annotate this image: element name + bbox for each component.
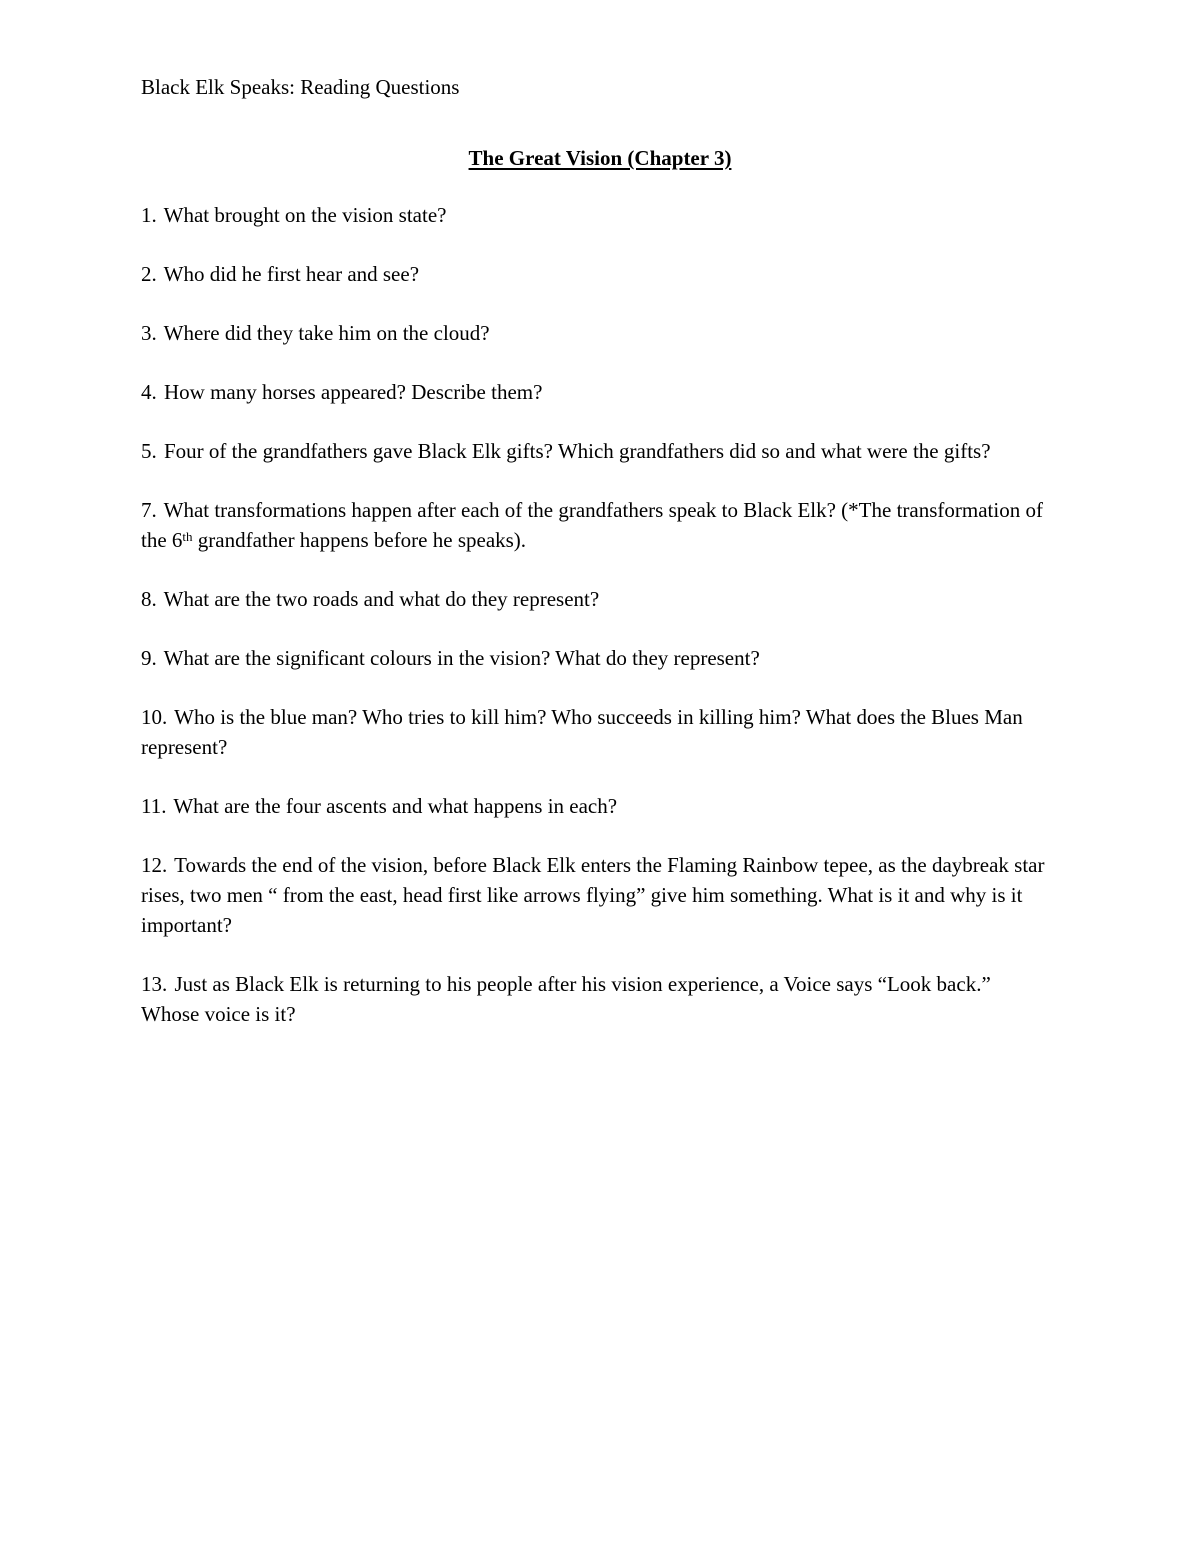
question-number: 11. [141, 794, 167, 818]
document-title: The Great Vision (Chapter 3) [468, 146, 732, 170]
question-text: What brought on the vision state? [163, 203, 447, 227]
question-number: 5. [141, 439, 157, 463]
question-number: 9. [141, 646, 157, 670]
question-number: 8. [141, 587, 157, 611]
question-number: 3. [141, 321, 157, 345]
question-item-9 [141, 643, 1046, 673]
question-number: 7. [141, 498, 157, 522]
question-text: Towards the end of the vision, before Black Elk enters the Flaming Rainbow tepee, as the daybreak star rises, two men “ from the east, head first like arrows flying” give him something. What is it and why is it important? [141, 853, 1045, 937]
question-text: What are the two roads and what do they represent? [163, 587, 600, 611]
question-item-11 [141, 791, 1046, 821]
question-text: Where did they take him on the cloud? [163, 321, 490, 345]
question-text-part-2: grandfather happens before he speaks). [192, 528, 527, 552]
question-text: Who is the blue man? Who tries to kill him? Who succeeds in killing him? What does the Blues Man represent? [141, 705, 1023, 759]
question-text: Four of the grandfathers gave Black Elk gifts? Which grandfathers did so and what were the gifts? [164, 439, 991, 463]
question-item-3 [141, 318, 1046, 348]
question-item-2 [141, 259, 1046, 289]
question-number: 10. [141, 705, 168, 729]
question-item-12 [141, 850, 1046, 940]
question-text: What are the significant colours in the vision? What do they represent? [163, 646, 760, 670]
question-number: 1. [141, 203, 157, 227]
document-header: Black Elk Speaks: Reading Questions [141, 75, 460, 99]
question-item-5 [141, 436, 1046, 466]
ordinal-suffix: th [182, 529, 193, 544]
question-item-7 [141, 495, 1046, 555]
question-text: Who did he first hear and see? [163, 262, 420, 286]
question-list [141, 200, 1046, 1058]
question-item-10 [141, 702, 1046, 762]
question-text: How many horses appeared? Describe them? [164, 380, 543, 404]
question-number: 12. [141, 853, 168, 877]
question-text-part-1: What transformations happen after each of the grandfathers speak to Black Elk? (*The transformation of the 6 [141, 498, 1043, 552]
question-item-1 [141, 200, 1046, 230]
question-number: 13. [141, 972, 168, 996]
question-item-13 [141, 969, 1046, 1029]
question-text: Just as Black Elk is returning to his people after his vision experience, a Voice says “Look back.” Whose voice is it? [141, 972, 991, 1026]
question-item-4 [141, 377, 1046, 407]
question-item-8 [141, 584, 1046, 614]
question-text: What are the four ascents and what happens in each? [173, 794, 618, 818]
question-number: 4. [141, 380, 157, 404]
question-number: 2. [141, 262, 157, 286]
